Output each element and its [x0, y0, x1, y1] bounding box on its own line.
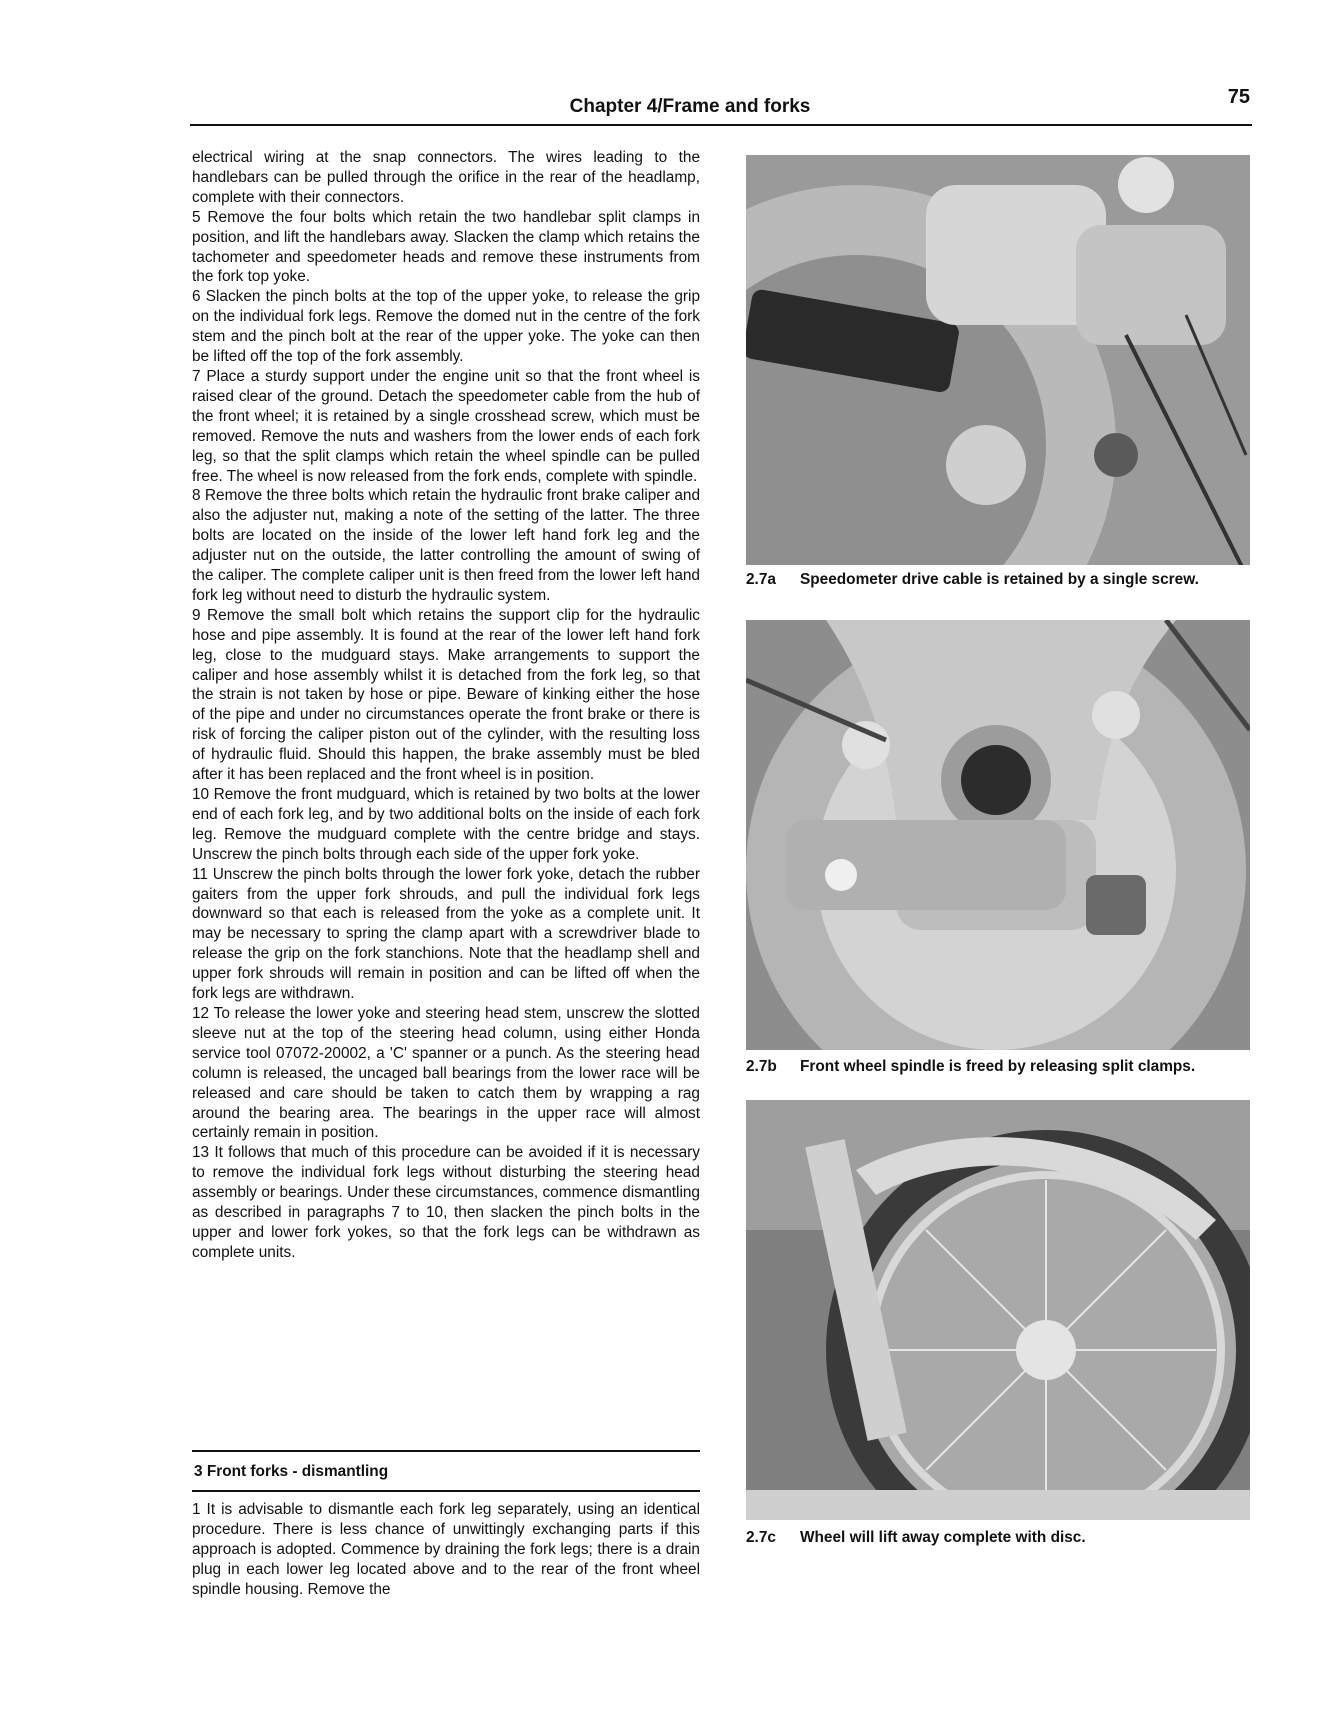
figure-caption-text: Speedometer drive cable is retained by a single screw.: [800, 571, 1199, 588]
figure-number: 2.7b: [746, 1058, 777, 1075]
body-text-column: [192, 148, 700, 1263]
body-paragraph: 9 Remove the small bolt which retains the support clip for the hydraulic hose and pipe assembly. It is found at the rear of the lower left hand fork leg, close to the mudguard stays. Make arrangements to support the caliper and hose assembly whilst it is detached from the fork leg, so that the strain is not taken by hose or pipe. Beware of kinking either the hose of the pipe and under no circumstances operate the front brake or there is risk of forcing the caliper piston out of the cylinder, with the resulting loss of hydraulic fluid. Should this happen, the brake assembly must be bled after it has been replaced and the front wheel is in position.: [192, 606, 700, 784]
figure-caption: [746, 1057, 1256, 1077]
body-paragraph: 7 Place a sturdy support under the engine unit so that the front wheel is raised clear of the ground. Detach the speedometer cable from the hub of the front wheel; it is retained by a single crosshead screw, which must be removed. Remove the nuts and washers from the lower ends of each fork leg, so that the split clamps which retain the wheel spindle can be pulled free. The wheel is now released from the fork ends, complete with spindle.: [192, 367, 700, 485]
page-number: 75: [1227, 86, 1250, 108]
section-heading: 3 Front forks - dismantling: [194, 1463, 389, 1480]
figure-number: 2.7c: [746, 1529, 776, 1546]
section-heading-box: [192, 1450, 700, 1492]
photo-wheel-spindle-clamps: [746, 620, 1250, 1050]
body-paragraph: 6 Slacken the pinch bolts at the top of the upper yoke, to release the grip on the individual fork legs. Remove the domed nut in the centre of the fork stem and the pinch bolt at the rear of the upper yoke. The yoke can then be lifted off the top of the fork assembly.: [192, 288, 700, 366]
figure-caption: [746, 570, 1256, 590]
photo-front-wheel-with-disc: [746, 1100, 1250, 1520]
figure-caption-text: Front wheel spindle is freed by releasing split clamps.: [800, 1058, 1196, 1075]
chapter-title: Chapter 4/Frame and forks: [569, 96, 811, 117]
body-paragraph: electrical wiring at the snap connectors. The wires leading to the handlebars can be pulled through the orifice in the rear of the headlamp, complete with their connectors.: [192, 149, 700, 206]
body-paragraph: 12 To release the lower yoke and steering head stem, unscrew the slotted sleeve nut at the top of the steering head column, using either Honda service tool 07072-20002, a 'C' spanner or a punch. As the steering head column is released, the uncaged ball bearings from the lower race will be released and care should be taken to catch them by wrapping a rag around the bearing area. The bearings in the upper race will almost certainly remain in position.: [192, 1004, 700, 1142]
photo-speedometer-cable: [746, 155, 1250, 565]
body-paragraph: 11 Unscrew the pinch bolts through the lower fork yoke, detach the rubber gaiters from the upper fork shrouds, and pull the individual fork legs downward so that each is released from the yoke as a complete unit. It may be necessary to spring the clamp apart with a screwdriver blade to release the grip on the fork stanchions. Note that the headlamp shell and upper fork shrouds will remain in position and can be lifted off when the fork legs are withdrawn.: [192, 865, 700, 1003]
body-paragraph: 1 It is advisable to dismantle each fork leg separately, using an identical procedure. There is less chance of unwittingly exchanging parts if this approach is adopted. Commence by draining the fork legs; there is a drain plug in each lower leg located above and to the rear of the front wheel spindle housing. Remove the: [192, 1501, 700, 1598]
figure-caption: [746, 1528, 1256, 1548]
body-paragraph: 5 Remove the four bolts which retain the two handlebar split clamps in position, and lift the handlebars away. Slacken the clamp which retains the tachometer and speedometer heads and remove these instruments from the fork top yoke.: [192, 208, 700, 286]
figure-number: 2.7a: [746, 571, 776, 588]
figure-caption-text: Wheel will lift away complete with disc.: [800, 1529, 1086, 1546]
section-rule: [192, 1490, 700, 1492]
header-rule: [190, 124, 1252, 126]
section-body: [192, 1500, 700, 1600]
body-paragraph: 10 Remove the front mudguard, which is retained by two bolts at the lower end of each fork leg, and by two additional bolts on the inside of each fork leg. Remove the mudguard complete with the centre bridge and stays. Unscrew the pinch bolts through each side of the upper fork yoke.: [192, 786, 700, 863]
body-paragraph: 13 It follows that much of this procedure can be avoided if it is necessary to remove the individual fork legs without disturbing the steering head assembly or bearings. Under these circumstances, commence dismantling as described in paragraphs 7 to 10, then slacken the pinch bolts in the upper and lower fork yokes, so that the fork legs can be withdrawn as complete units.: [192, 1144, 700, 1261]
body-paragraph: 8 Remove the three bolts which retain the hydraulic front brake caliper and also the adjuster nut, making a note of the setting of the latter. The three bolts are located on the inside of the lower left hand fork leg and the adjuster nut on the outside, the latter controlling the amount of swing of the caliper. The complete caliper unit is then freed from the lower left hand fork leg without need to disturb the hydraulic system.: [192, 487, 700, 604]
